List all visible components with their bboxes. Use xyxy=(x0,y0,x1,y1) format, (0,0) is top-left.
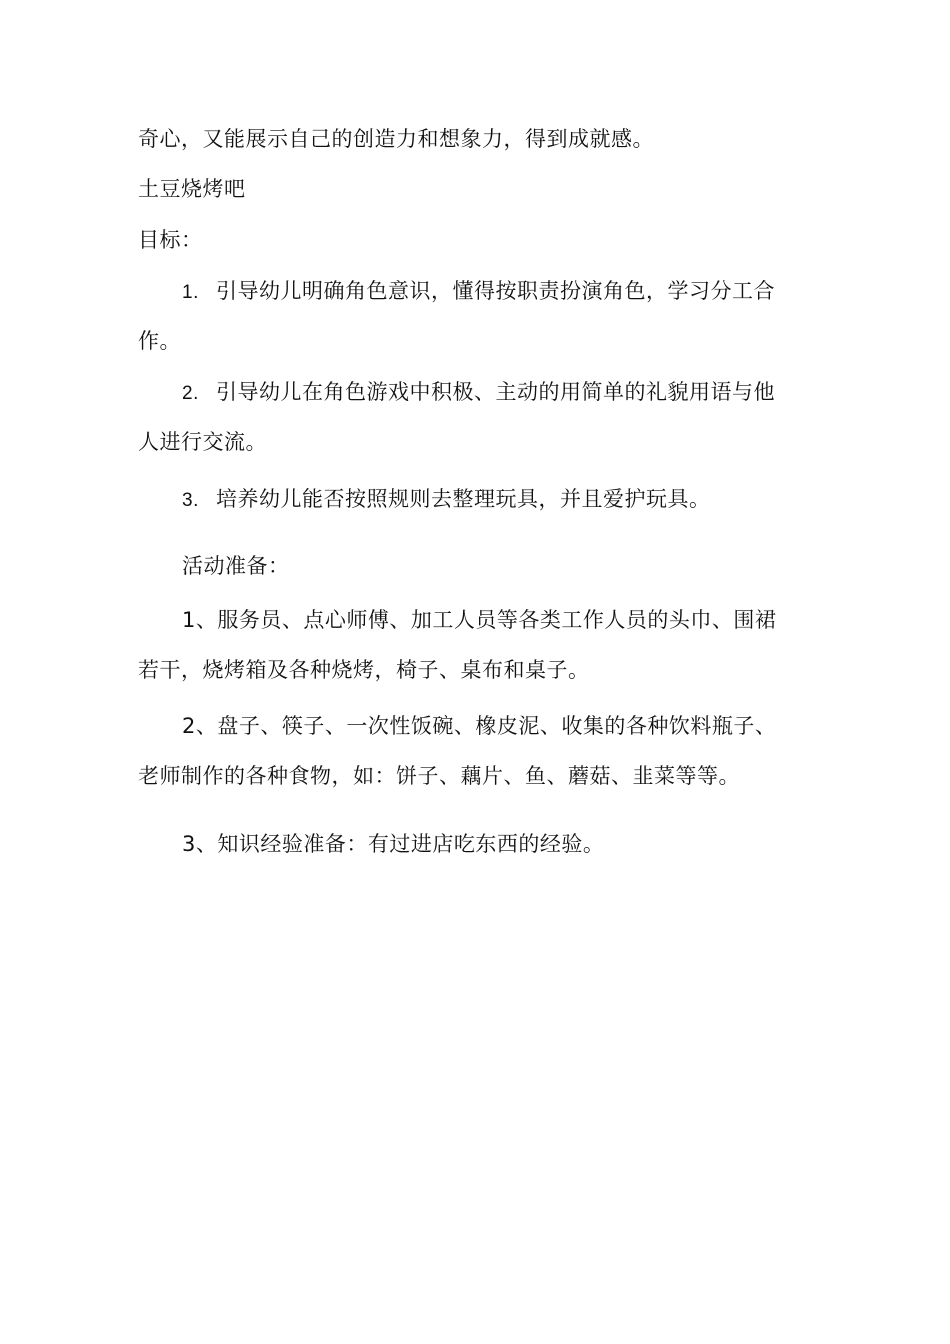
goal-item-3 xyxy=(182,485,711,515)
goal-item-1-continuation: 作。 xyxy=(138,329,181,353)
prep-item-1: 1、服务员、点心师傅、加工人员等各类工作人员的头巾、围裙 xyxy=(182,608,777,632)
prep-item-2: 2、盘子、筷子、一次性饭碗、橡皮泥、收集的各种饮料瓶子、 xyxy=(182,714,777,738)
prep-item-3: 3、知识经验准备：有过进店吃东西的经验。 xyxy=(182,832,605,856)
goal-text: 培养幼儿能否按照规则去整理玩具，并且爱护玩具。 xyxy=(216,487,711,511)
goal-item-2 xyxy=(182,378,775,408)
prep-item-2-continuation: 老师制作的各种食物，如：饼子、藕片、鱼、蘑菇、韭菜等等。 xyxy=(138,764,740,788)
intro-tail-text: 奇心，又能展示自己的创造力和想象力，得到成就感。 xyxy=(138,127,654,151)
goal-text: 引导幼儿在角色游戏中积极、主动的用简单的礼貌用语与他 xyxy=(216,380,775,404)
goal-item-1 xyxy=(182,277,775,307)
activity-title: 土豆烧烤吧 xyxy=(138,177,246,201)
goal-item-2-continuation: 人进行交流。 xyxy=(138,430,267,454)
goal-text: 引导幼儿明确角色意识，懂得按职责扮演角色，学习分工合 xyxy=(216,279,775,303)
goals-label: 目标： xyxy=(138,228,203,252)
prep-label: 活动准备： xyxy=(182,554,290,578)
goal-number: 2. xyxy=(182,383,199,404)
goal-number: 1. xyxy=(182,282,199,303)
prep-item-1-continuation: 若干，烧烤箱及各种烧烤，椅子、桌布和桌子。 xyxy=(138,658,590,682)
goal-number: 3. xyxy=(182,490,199,511)
